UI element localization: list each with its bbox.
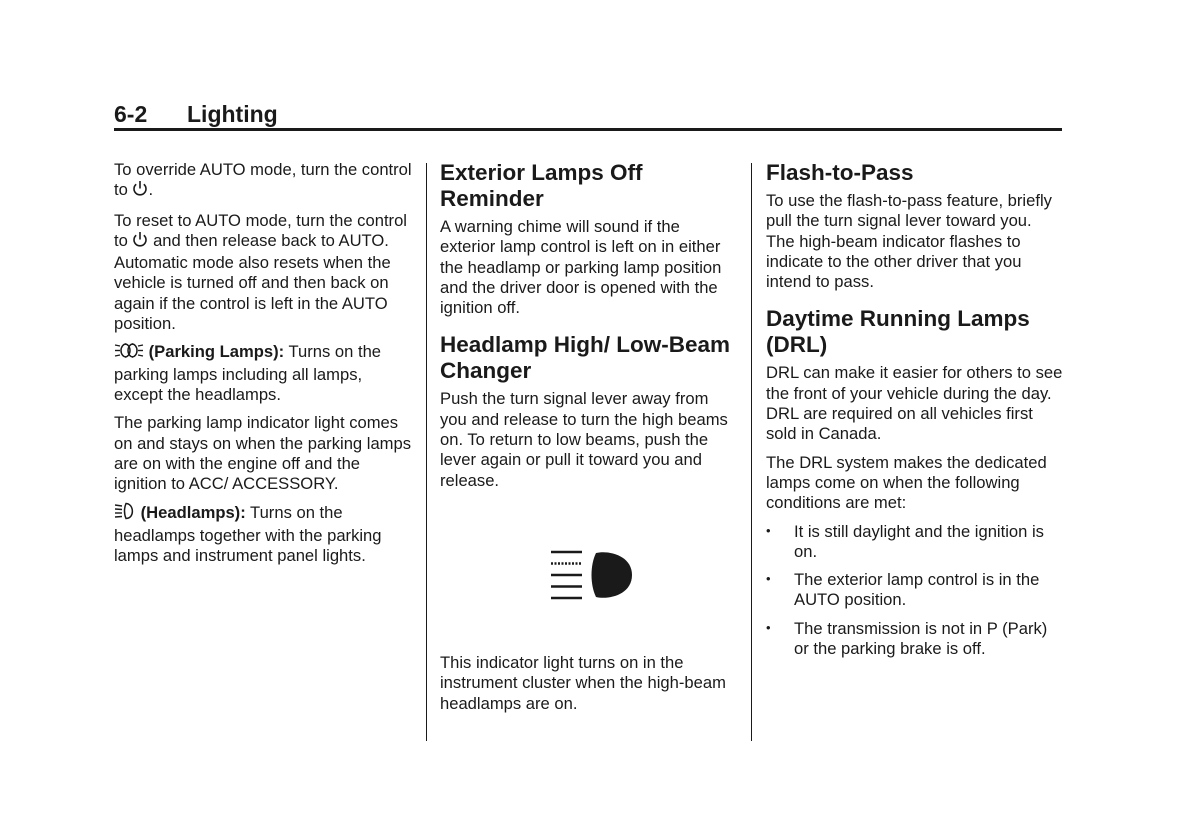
indicator-paragraph: This indicator light turns on in the instrument cluster when the high-beam headlamps are on. xyxy=(440,652,726,713)
column-divider-2 xyxy=(751,163,752,741)
parking-lamps-paragraph: (Parking Lamps): Turns on the parking lamps including all lamps, except the headlamps. xyxy=(114,342,382,404)
bullet: • xyxy=(766,571,771,587)
list-item: • It is still daylight and the ignition is on. xyxy=(766,521,1044,561)
high-beam-indicator-icon xyxy=(550,549,634,601)
drl-heading: Daytime Running Lamps (DRL) xyxy=(766,306,1030,358)
high-beam-diagram xyxy=(440,499,738,649)
exterior-lamps-heading: Exterior Lamps Off Reminder xyxy=(440,160,643,211)
parking-lamps-icon xyxy=(114,342,144,364)
header-rule xyxy=(114,128,1062,131)
column-3 xyxy=(766,160,1064,667)
headlamps-label: (Headlamps): xyxy=(140,503,246,523)
drl-conditions-list xyxy=(766,522,1064,660)
override-paragraph: To override AUTO mode, turn the control to . xyxy=(114,160,414,203)
list-item: • The exterior lamp control is in the AUTO position. xyxy=(766,570,1040,610)
power-icon xyxy=(132,231,148,253)
headlamps-paragraph: (Headlamps): Turns on the headlamps together with the parking lamps and instrument panel lights. xyxy=(114,503,382,566)
page-number: 6-2 xyxy=(114,101,148,127)
section-title: Lighting xyxy=(187,101,278,127)
drl-paragraph-1: DRL can make it easier for others to see the front of your vehicle during the day. DRL are required on all vehicles first sold in Canada. xyxy=(766,363,1063,444)
column-1 xyxy=(114,160,414,574)
bullet: • xyxy=(766,619,771,635)
column-2 xyxy=(440,160,738,722)
beam-changer-paragraph: Push the turn signal lever away from you and release to turn the high beams on. To return to low beams, push the lever again or pull it toward you and release. xyxy=(440,389,728,490)
bullet: • xyxy=(766,522,771,538)
drl-paragraph-2: The DRL system makes the dedicated lamps come on when the following conditions are met: xyxy=(766,452,1047,513)
power-icon xyxy=(132,180,148,202)
reset-paragraph: To reset to AUTO mode, turn the control to and then release back to AUTO. Automatic mode also resets when the vehicle is turned off and then back on again if the control is left in the AUTO position. xyxy=(114,210,407,334)
parking-lamps-label: (Parking Lamps): xyxy=(148,342,285,362)
beam-changer-heading: Headlamp High/ Low-Beam Changer xyxy=(440,332,731,384)
column-divider-1 xyxy=(426,163,427,741)
exterior-lamps-paragraph: A warning chime will sound if the exterior lamp control is left on in either the headlamp or parking lamp position and the driver door is opened with the ignition off. xyxy=(440,217,722,318)
headlamp-icon xyxy=(114,502,136,525)
flash-to-pass-paragraph: To use the flash-to-pass feature, briefly pull the turn signal lever toward you. The high-beam indicator flashes to indicate to the other driver that you intend to pass. xyxy=(766,191,1052,292)
flash-to-pass-heading: Flash-to-Pass xyxy=(766,160,914,185)
list-item: • The transmission is not in P (Park) or the parking brake is off. xyxy=(766,618,1048,659)
parking-indicator-paragraph: The parking lamp indicator light comes on and stays on when the parking lamps are on with the engine off and the ignition to ACC/ ACCESSORY. xyxy=(114,413,412,494)
